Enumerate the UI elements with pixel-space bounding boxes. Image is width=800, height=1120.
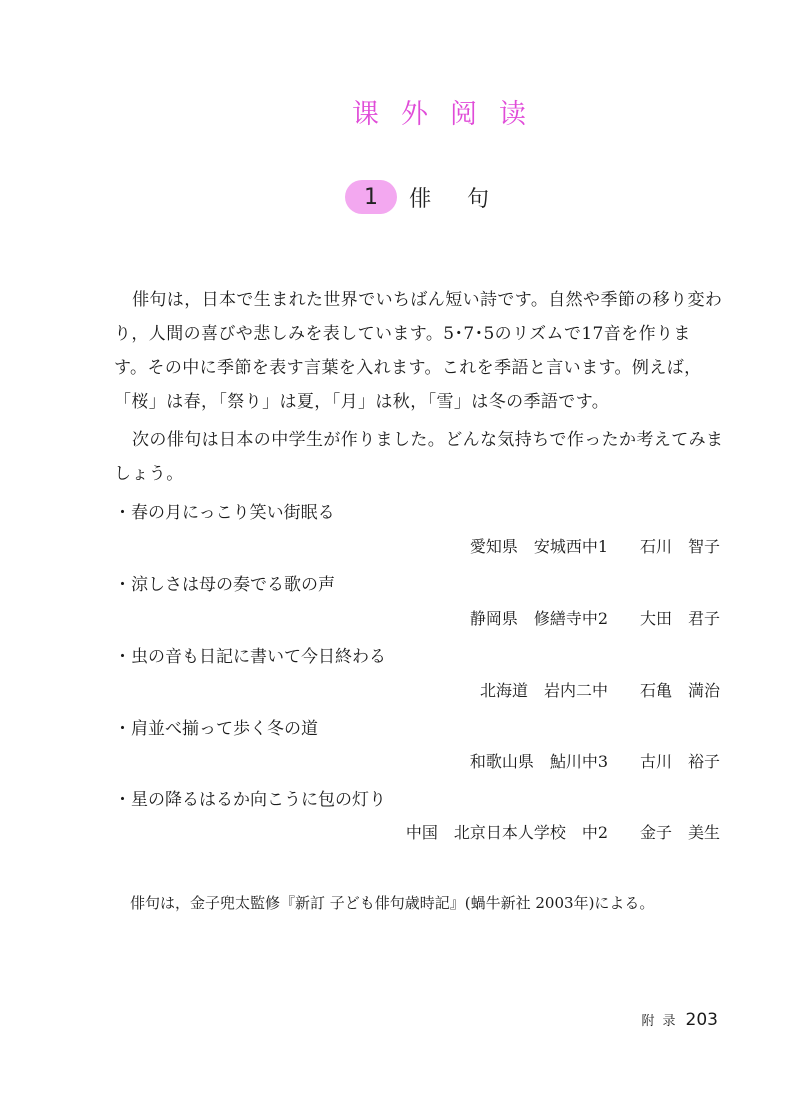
haiku-author: 和歌山県 鮎川中3 古川 裕子 (469, 752, 720, 771)
haiku-text: ・虫の音も日記に書いて今日終わる (114, 647, 386, 667)
haiku-text: ・春の月にっこり笑い街眠る (114, 503, 335, 523)
appendix-label: 附录 (641, 1014, 684, 1029)
haiku-author: 北海道 岩内二中 石亀 満治 (479, 681, 720, 700)
haiku-text: ・肩並べ揃って歩く冬の道 (114, 719, 318, 739)
instruction-paragraph: 次の俳句は日本の中学生が作りました。どんな気持ちで作ったか考えてみましょう。 (114, 430, 724, 484)
chapter-number-badge: 1 (345, 180, 397, 214)
haiku-text: ・涼しさは母の奏でる歌の声 (114, 575, 335, 595)
page-footer (642, 1010, 718, 1030)
section-title: 课外阅读 (352, 99, 548, 130)
haiku-author: 中国 北京日本人学校 中2 金子 美生 (405, 823, 720, 842)
intro-paragraph: 俳句は，日本で生まれた世界でいちばん短い詩です。自然や季節の移り変わり，人間の喜びや悲しみを表しています。5･7･5のリズムで17音を作ります。その中に季節を表す言葉を入れます。これを季語と言います。例えば，「桜」は春，「祭り」は夏，「月」は秋，「雪」は冬の季語です。 (114, 290, 723, 412)
source-note: 俳句は，金子兜太監修『新訂 子ども俳句歳時記』(蝸牛新社 2003年)による。 (130, 894, 655, 912)
page-number: 203 (685, 1010, 718, 1030)
haiku-text: ・星の降るはるか向こうに包の灯り (114, 790, 386, 810)
haiku-author: 静岡県 修繕寺中2 大田 君子 (469, 609, 720, 628)
chapter-title: 俳句 (409, 186, 526, 212)
chapter-heading (345, 180, 525, 214)
haiku-author: 愛知県 安城西中1 石川 智子 (469, 537, 720, 556)
